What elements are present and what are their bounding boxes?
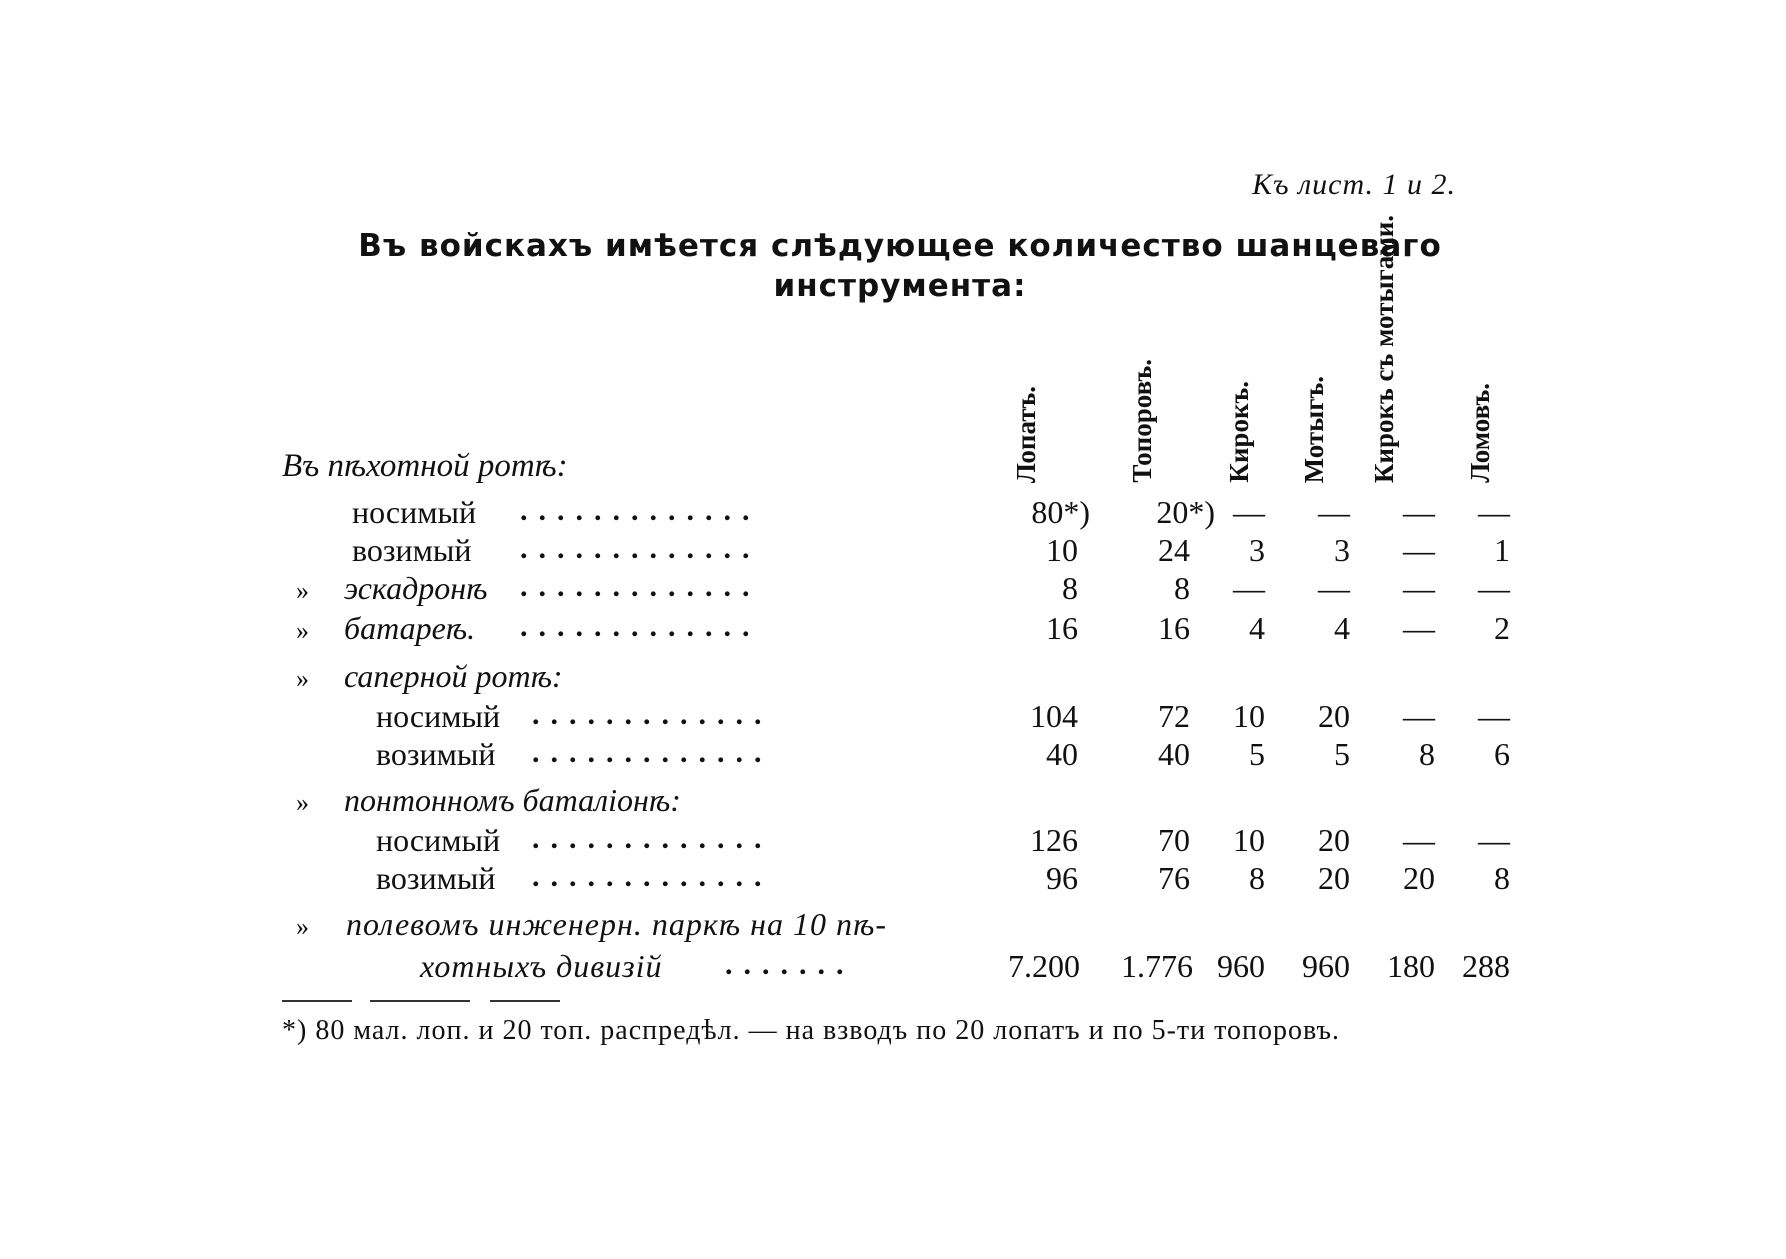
leader-dots: ............. [532,698,773,731]
row-label: возимый [376,736,496,772]
cell-axes: 76 [1158,860,1190,896]
page-title: Въ войскахъ имѣется слѣдующее количество шанцеваго инструмента: [358,228,1442,304]
section-infantry-heading: Въ пѣхотной ротѣ: [282,448,568,484]
cell-hoes: 3 [1334,532,1350,568]
cell-picks: — [1233,494,1265,530]
leader-dots: ............. [520,532,761,565]
sheet-reference: Къ лист. 1 и 2. [1252,168,1456,201]
cell-pick-hoes: 20 [1403,860,1435,896]
footnote: *) 80 мал. лоп. и 20 топ. распредѣл. — на взводъ по 20 лопатъ и по 5-ти топоровъ. [282,1015,1340,1046]
column-header-shovels: Лопатъ. [1011,385,1041,483]
cell-axes: 16 [1158,610,1190,646]
table-row [0,570,1786,610]
cell-picks: 3 [1249,532,1265,568]
cell-hoes: 20 [1318,860,1350,896]
cell-hoes: 960 [1302,948,1350,984]
row-label: носимый [376,822,501,858]
table-row [0,610,1786,650]
ditto-mark: » [296,912,309,941]
row-label: носимый [376,698,501,734]
table-subsection-row [0,658,1786,698]
cell-crowbars: — [1478,822,1510,858]
row-label: возимый [376,860,496,896]
row-label: возимый [352,532,472,568]
table-row [0,532,1786,572]
cell-hoes: 4 [1334,610,1350,646]
table-row [0,698,1786,738]
row-label: хотныхъ дивизій [420,948,663,984]
cell-shovels: 8 [1062,570,1078,606]
cell-pick-hoes: — [1403,532,1435,568]
cell-picks: 4 [1249,610,1265,646]
cell-crowbars: — [1478,570,1510,606]
cell-axes: 20*) [1156,494,1215,530]
cell-hoes: 20 [1318,698,1350,734]
cell-crowbars: 2 [1494,610,1510,646]
cell-pick-hoes: — [1403,494,1435,530]
table-row [0,948,1786,988]
footnote-rule [490,1000,560,1002]
ditto-mark: » [296,616,309,645]
cell-hoes: — [1318,570,1350,606]
row-label: саперной ротѣ: [344,658,563,694]
table-row [0,822,1786,862]
row-label: полевомъ инженерн. паркѣ на 10 пѣ- [346,906,887,942]
leader-dots: ............. [532,860,773,893]
leader-dots: ....... [725,948,855,981]
cell-shovels: 40 [1046,736,1078,772]
table-row [0,860,1786,900]
cell-pick-hoes: 180 [1387,948,1435,984]
column-header-picks: Кирокъ. [1224,381,1254,483]
cell-shovels: 96 [1046,860,1078,896]
footnote-rule [370,1000,470,1002]
cell-picks: 5 [1249,736,1265,772]
leader-dots: ............. [520,610,761,643]
cell-axes: 8 [1174,570,1190,606]
table-row [0,736,1786,776]
leader-dots: ............. [532,822,773,855]
cell-crowbars: 1 [1494,532,1510,568]
cell-picks: 960 [1217,948,1265,984]
table-row [0,494,1786,534]
cell-pick-hoes: — [1403,610,1435,646]
leader-dots: ............. [532,736,773,769]
column-header-axes: Топоровъ. [1127,359,1157,483]
row-label: понтонномъ баталіонѣ: [344,782,681,818]
cell-crowbars: 8 [1494,860,1510,896]
cell-pick-hoes: — [1403,698,1435,734]
cell-pick-hoes: — [1403,822,1435,858]
cell-pick-hoes: — [1403,570,1435,606]
cell-shovels: 7.200 [1008,948,1080,984]
footnote-rule [282,1000,352,1002]
cell-axes: 40 [1158,736,1190,772]
cell-crowbars: 288 [1462,948,1510,984]
cell-hoes: 20 [1318,822,1350,858]
cell-shovels: 16 [1046,610,1078,646]
cell-shovels: 10 [1046,532,1078,568]
leader-dots: ............. [520,570,761,603]
cell-hoes: — [1318,494,1350,530]
cell-picks: — [1233,570,1265,606]
row-label: батареѣ. [344,610,476,646]
cell-crowbars: — [1478,698,1510,734]
cell-axes: 70 [1158,822,1190,858]
cell-crowbars: 6 [1494,736,1510,772]
cell-pick-hoes: 8 [1419,736,1435,772]
cell-axes: 1.776 [1121,948,1193,984]
table-subsection-row [0,906,1786,946]
cell-axes: 72 [1158,698,1190,734]
ditto-mark: » [296,576,309,605]
table-subsection-row [0,782,1786,822]
cell-picks: 10 [1233,698,1265,734]
row-label: эскадронѣ [344,570,488,606]
ditto-mark: » [296,664,309,693]
cell-picks: 8 [1249,860,1265,896]
cell-shovels: 126 [1030,822,1078,858]
cell-picks: 10 [1233,822,1265,858]
cell-axes: 24 [1158,532,1190,568]
cell-shovels: 104 [1030,698,1078,734]
cell-hoes: 5 [1334,736,1350,772]
cell-shovels: 80*) [1031,494,1090,530]
column-header-pick-hoes: Кирокъ съ мотыгами. [1369,214,1399,483]
cell-crowbars: — [1478,494,1510,530]
column-header-hoes: Мотыгъ. [1299,375,1329,483]
row-label: носимый [352,494,477,530]
column-header-crowbars: Ломовъ. [1465,383,1495,483]
ditto-mark: » [296,788,309,817]
leader-dots: ............. [520,494,761,527]
